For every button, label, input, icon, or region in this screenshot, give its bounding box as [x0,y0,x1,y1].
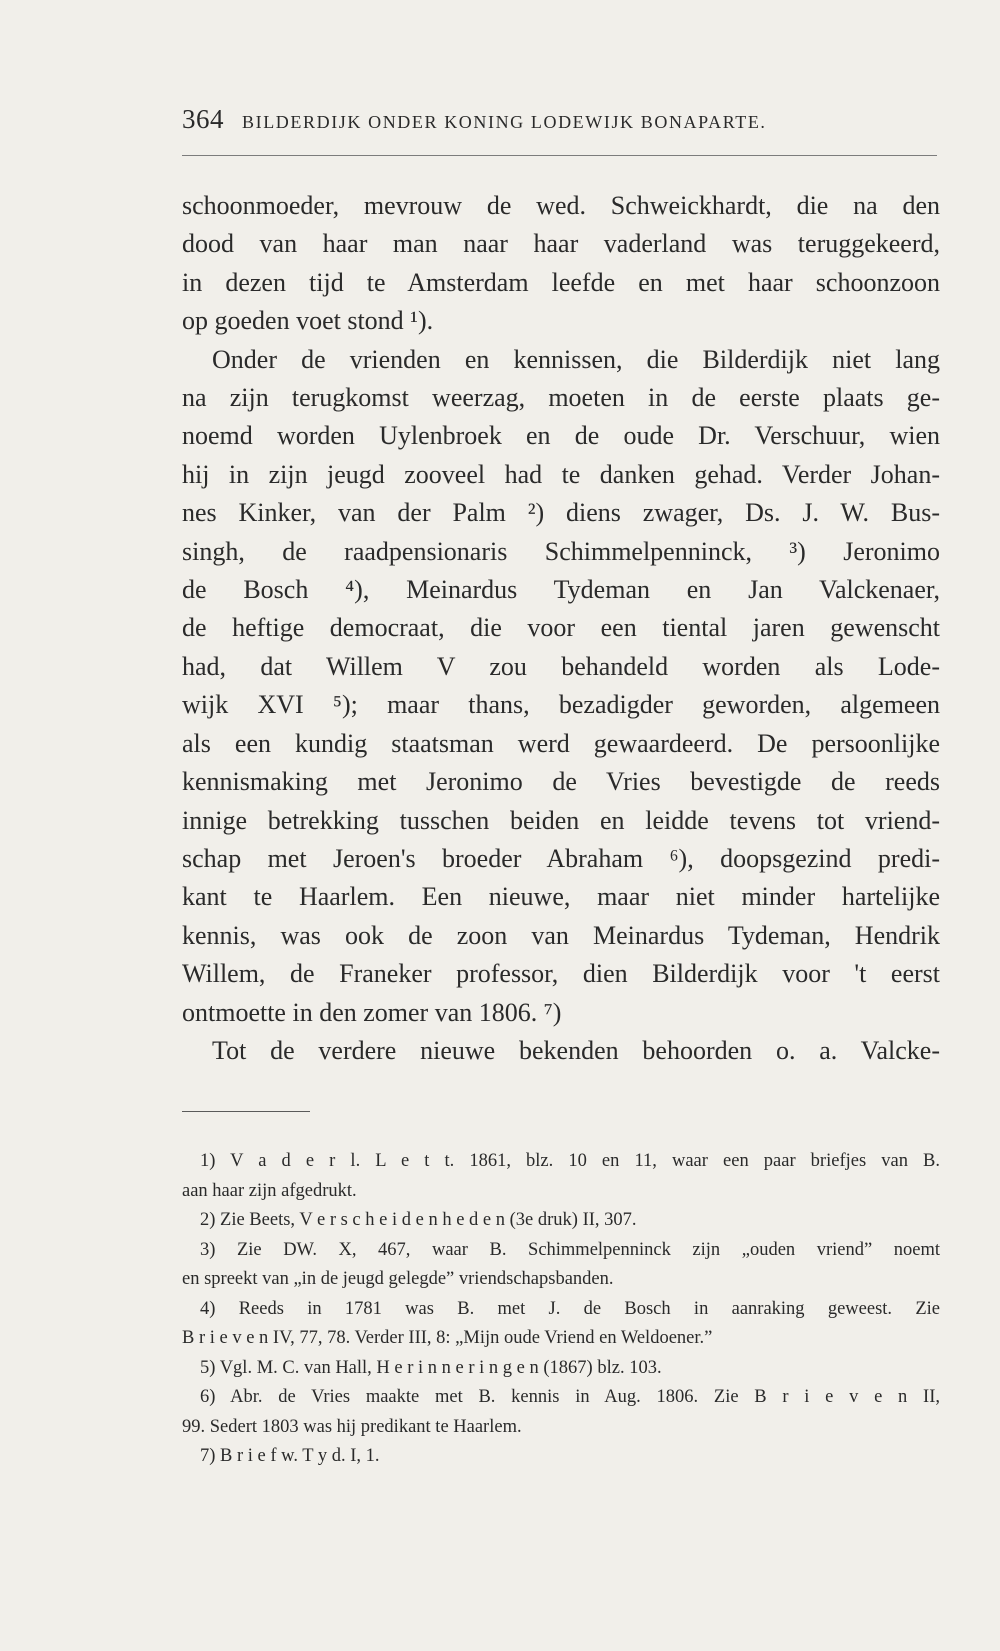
body-line: dood van haar man naar haar vaderland was teruggekeerd, [182,229,940,259]
footnote-rule [182,1111,310,1112]
body-line: in dezen tijd te Amsterdam leefde en met haar schoonzoon [182,267,940,297]
body-text [182,187,940,1070]
body-line: als een kundig staatsman werd gewaardeerd. De persoonlijke [182,728,940,758]
body-line: Onder de vrienden en kennissen, die Bilderdijk niet lang [212,344,940,374]
header-rule [182,155,937,156]
footnote-line: en spreekt van „in de jeugd gelegde” vriendschapsbanden. [182,1269,614,1289]
body-line: schoonmoeder, mevrouw de wed. Schweickhardt, die na den [182,191,940,220]
body-line: singh, de raadpensionaris Schimmelpenninck, ³) Jeronimo [182,536,940,566]
body-line: de heftige democraat, die voor een tiental jaren gewenscht [182,613,940,643]
body-line: op goeden voet stond ¹). [182,306,434,336]
footnote-line: B r i e v e n IV, 77, 78. Verder III, 8: „Mijn oude Vriend en Weldoener.” [182,1328,713,1348]
footnote-line: 99. Sedert 1803 was hij predikant te Haarlem. [182,1416,522,1437]
body-line: kant te Haarlem. Een nieuwe, maar niet minder hartelijke [182,882,940,912]
body-line: de Bosch ⁴), Meinardus Tydeman en Jan Valckenaer, [182,575,940,605]
footnote-line: 5) Vgl. M. C. van Hall, H e r i n n e r i n g e n (1867) blz. 103. [200,1357,662,1378]
footnote-line: 3) Zie DW. X, 467, waar B. Schimmelpenninck zijn „ouden vriend” noemt [200,1239,940,1260]
body-line: nes Kinker, van der Palm ²) diens zwager, Ds. J. W. Bus- [182,498,940,528]
body-line: hij in zijn jeugd zooveel had te danken gehad. Verder Johan- [182,459,940,489]
footnote-line: aan haar zijn afgedrukt. [182,1180,357,1201]
body-line: wijk XVI ⁵); maar thans, bezadigder geworden, algemeen [182,690,940,720]
footnote-line: 2) Zie Beets, V e r s c h e i d e n h e d e n (3e druk) II, 307. [200,1210,637,1230]
footnote-line: 4) Reeds in 1781 was B. met J. de Bosch in aanraking geweest. Zie [200,1298,940,1319]
body-line: ontmoette in den zomer van 1806. ⁷) [182,997,562,1027]
body-line: Willem, de Franeker professor, dien Bilderdijk voor 't eerst [182,959,940,989]
body-line: had, dat Willem V zou behandeld worden als Lode- [182,651,940,681]
body-line: noemd worden Uylenbroek en de oude Dr. Verschuur, wien [182,421,940,451]
footnote-line: 7) B r i e f w. T y d. I, 1. [200,1446,380,1466]
body-line: Tot de verdere nieuwe bekenden behoorden o. a. Valcke- [212,1035,940,1065]
footnote-line: 6) Abr. de Vries maakte met B. kennis in Aug. 1806. Zie B r i e v e n II, [200,1387,940,1407]
body-line: kennismaking met Jeronimo de Vries bevestigde de reeds [182,767,940,797]
footnote-line: 1) V a d e r l. L e t t. 1861, blz. 10 en 11, waar een paar briefjes van B. [200,1151,940,1171]
footnotes [182,1147,940,1472]
running-title: BILDERDIJK ONDER KONING LODEWIJK BONAPARTE. [242,112,767,132]
page-header [182,104,942,144]
body-line: na zijn terugkomst weerzag, moeten in de eerste plaats ge- [182,383,940,413]
body-line: kennis, was ook de zoon van Meinardus Tydeman, Hendrik [182,920,940,950]
body-line: innige betrekking tusschen beiden en leidde tevens tot vriend- [182,805,940,835]
page-number: 364 [182,104,224,134]
body-line: schap met Jeroen's broeder Abraham ⁶), doopsgezind predi- [182,843,940,873]
